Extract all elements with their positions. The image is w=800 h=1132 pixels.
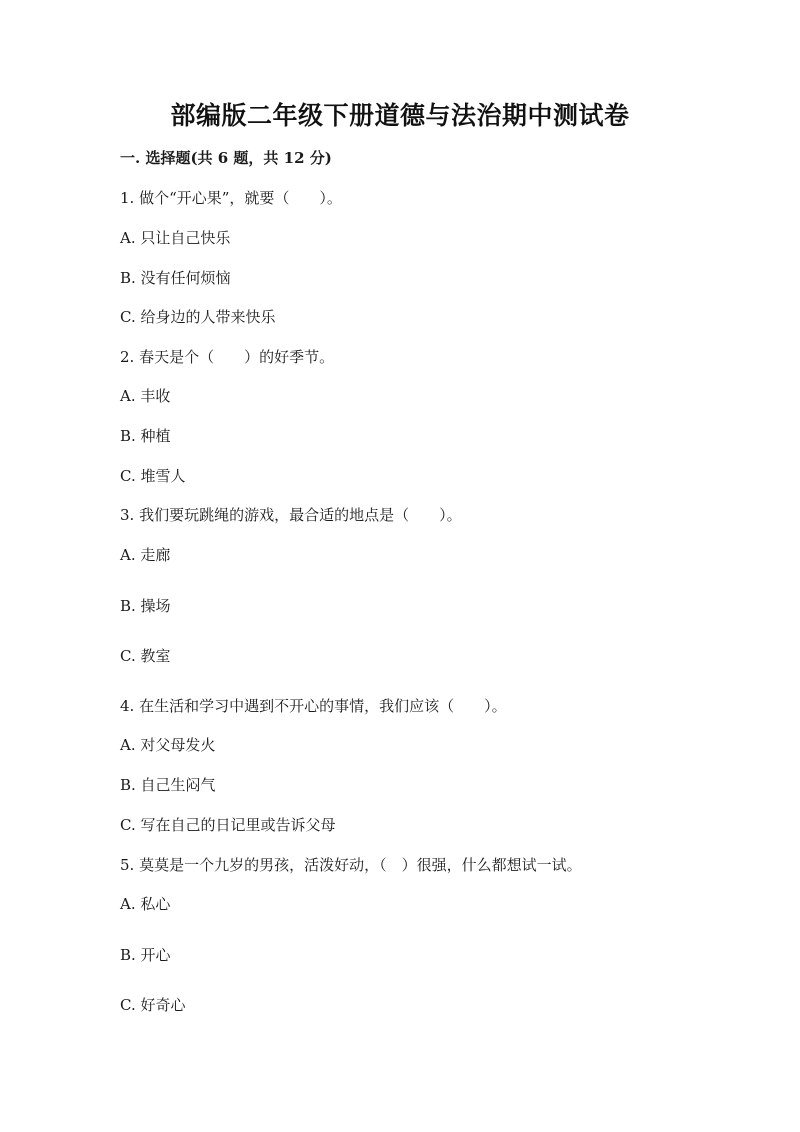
question-5-stem: 5. 莫莫是一个九岁的男孩，活泼好动，（ ）很强，什么都想试一试。 — [120, 856, 582, 874]
question-2-option-a: A. 丰收 — [120, 387, 171, 405]
question-5-option-a: A. 私心 — [120, 895, 171, 913]
question-1-stem: 1. 做个“开心果”，就要（ ）。 — [120, 189, 342, 207]
question-5-option-c: C. 好奇心 — [120, 996, 186, 1014]
question-4-option-b: B. 自己生闷气 — [120, 776, 216, 794]
section-heading: 一. 选择题(共 6 题，共 12 分) — [120, 149, 332, 167]
question-2-option-b: B. 种植 — [120, 427, 171, 445]
question-1-option-b: B. 没有任何烦恼 — [120, 269, 231, 287]
question-5-option-b: B. 开心 — [120, 946, 171, 964]
question-1-option-c: C. 给身边的人带来快乐 — [120, 308, 276, 326]
question-3-option-b: B. 操场 — [120, 597, 171, 615]
question-1-option-a: A. 只让自己快乐 — [120, 229, 231, 247]
question-4-option-c: C. 写在自己的日记里或告诉父母 — [120, 816, 336, 834]
question-4-stem: 4. 在生活和学习中遇到不开心的事情，我们应该（ ）。 — [120, 697, 507, 715]
question-4-option-a: A. 对父母发火 — [120, 736, 216, 754]
question-2-option-c: C. 堆雪人 — [120, 467, 186, 485]
question-2-stem: 2. 春天是个（ ）的好季节。 — [120, 348, 335, 366]
page-title: 部编版二年级下册道德与法治期中测试卷 — [170, 101, 630, 130]
question-3-option-a: A. 走廊 — [120, 546, 171, 564]
question-3-option-c: C. 教室 — [120, 647, 171, 665]
question-3-stem: 3. 我们要玩跳绳的游戏，最合适的地点是（ ）。 — [120, 506, 462, 524]
